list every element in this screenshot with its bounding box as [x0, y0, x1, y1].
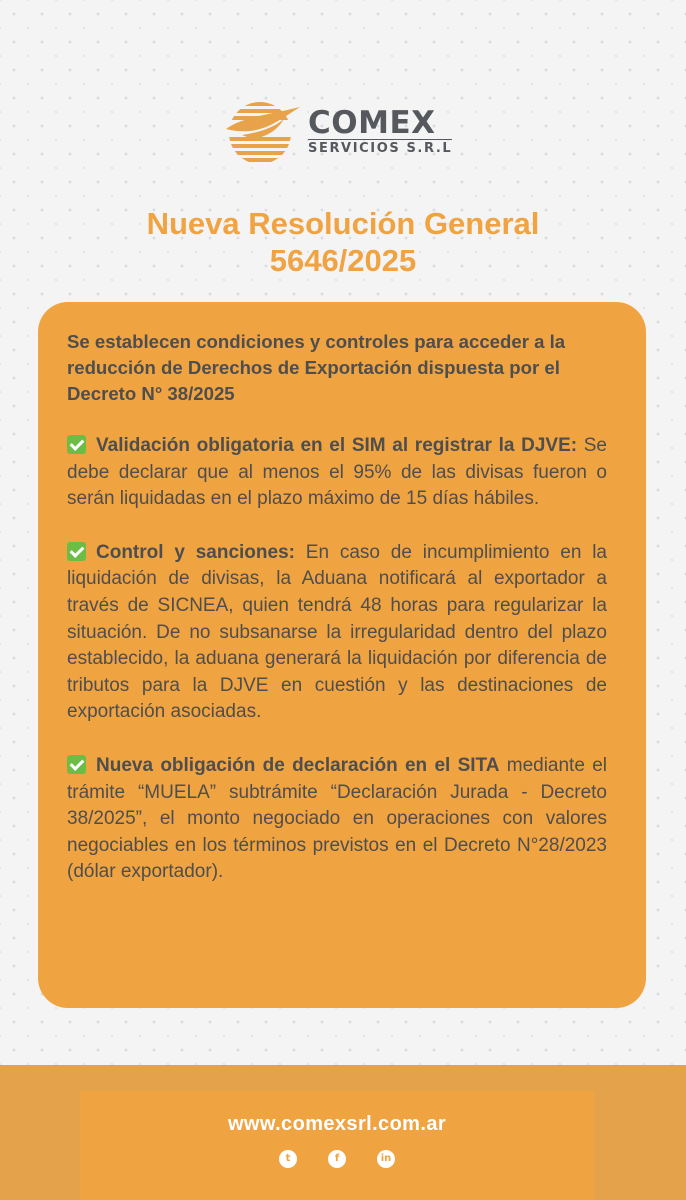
title-line-1: Nueva Resolución General [146, 206, 540, 241]
list-item [67, 753, 607, 886]
check-icon [67, 435, 86, 454]
title-line-2: 5646/2025 [269, 243, 417, 278]
footer [0, 1065, 686, 1200]
item-text: mediante el trámite “MUELA” subtrámite “Declaración Jurada - Decreto 38/2025”, el monto negociado en operaciones con valores negociables en los términos previstos en el Decreto N°28/2023 (dólar exportador). [67, 754, 607, 883]
twitter-icon[interactable]: t [279, 1150, 297, 1168]
linkedin-icon[interactable]: in [377, 1150, 395, 1168]
list-item [67, 540, 607, 726]
logo-subtitle-text: SERVICIOS S.R.L [308, 140, 453, 156]
check-icon [67, 755, 86, 774]
page-title [0, 205, 686, 279]
item-heading: Validación obligatoria en el SIM al registrar la DJVE: [96, 435, 578, 456]
logo-brand-text: COMEX [308, 104, 436, 141]
social-links [80, 1150, 594, 1168]
item-text: En caso de incumplimiento en la liquidación de divisas, la Aduana notificará al exportador a través de SICNEA, quien tendrá 48 horas para regularizar la situación. De no subsanarse la irregularidad dentro del plazo establecido, la aduana generará la liquidación por diferencia de tributos para la DJVE en cuestión y las destinaciones de exportación asociadas. [67, 541, 607, 723]
comex-globe-logo-icon [222, 95, 304, 167]
item-heading: Nueva obligación de declaración en el SITA [96, 754, 500, 776]
facebook-icon[interactable]: f [328, 1150, 346, 1168]
list-item [67, 433, 607, 513]
item-heading: Control y sanciones: [96, 541, 295, 563]
card-intro: Se establecen condiciones y controles para acceder a la reducción de Derechos de Exportación dispuesta por el Decreto N° 38/2025 [67, 331, 566, 404]
company-logo [222, 94, 472, 168]
item-text: Se debe declarar que al menos el 95% de las divisas fueron o serán liquidadas en el plazo máximo de 15 días hábiles. [67, 435, 607, 510]
footer-panel [80, 1091, 594, 1200]
info-card [38, 302, 646, 1008]
website-link[interactable]: www.comexsrl.com.ar [227, 1113, 447, 1135]
check-icon [67, 542, 86, 561]
